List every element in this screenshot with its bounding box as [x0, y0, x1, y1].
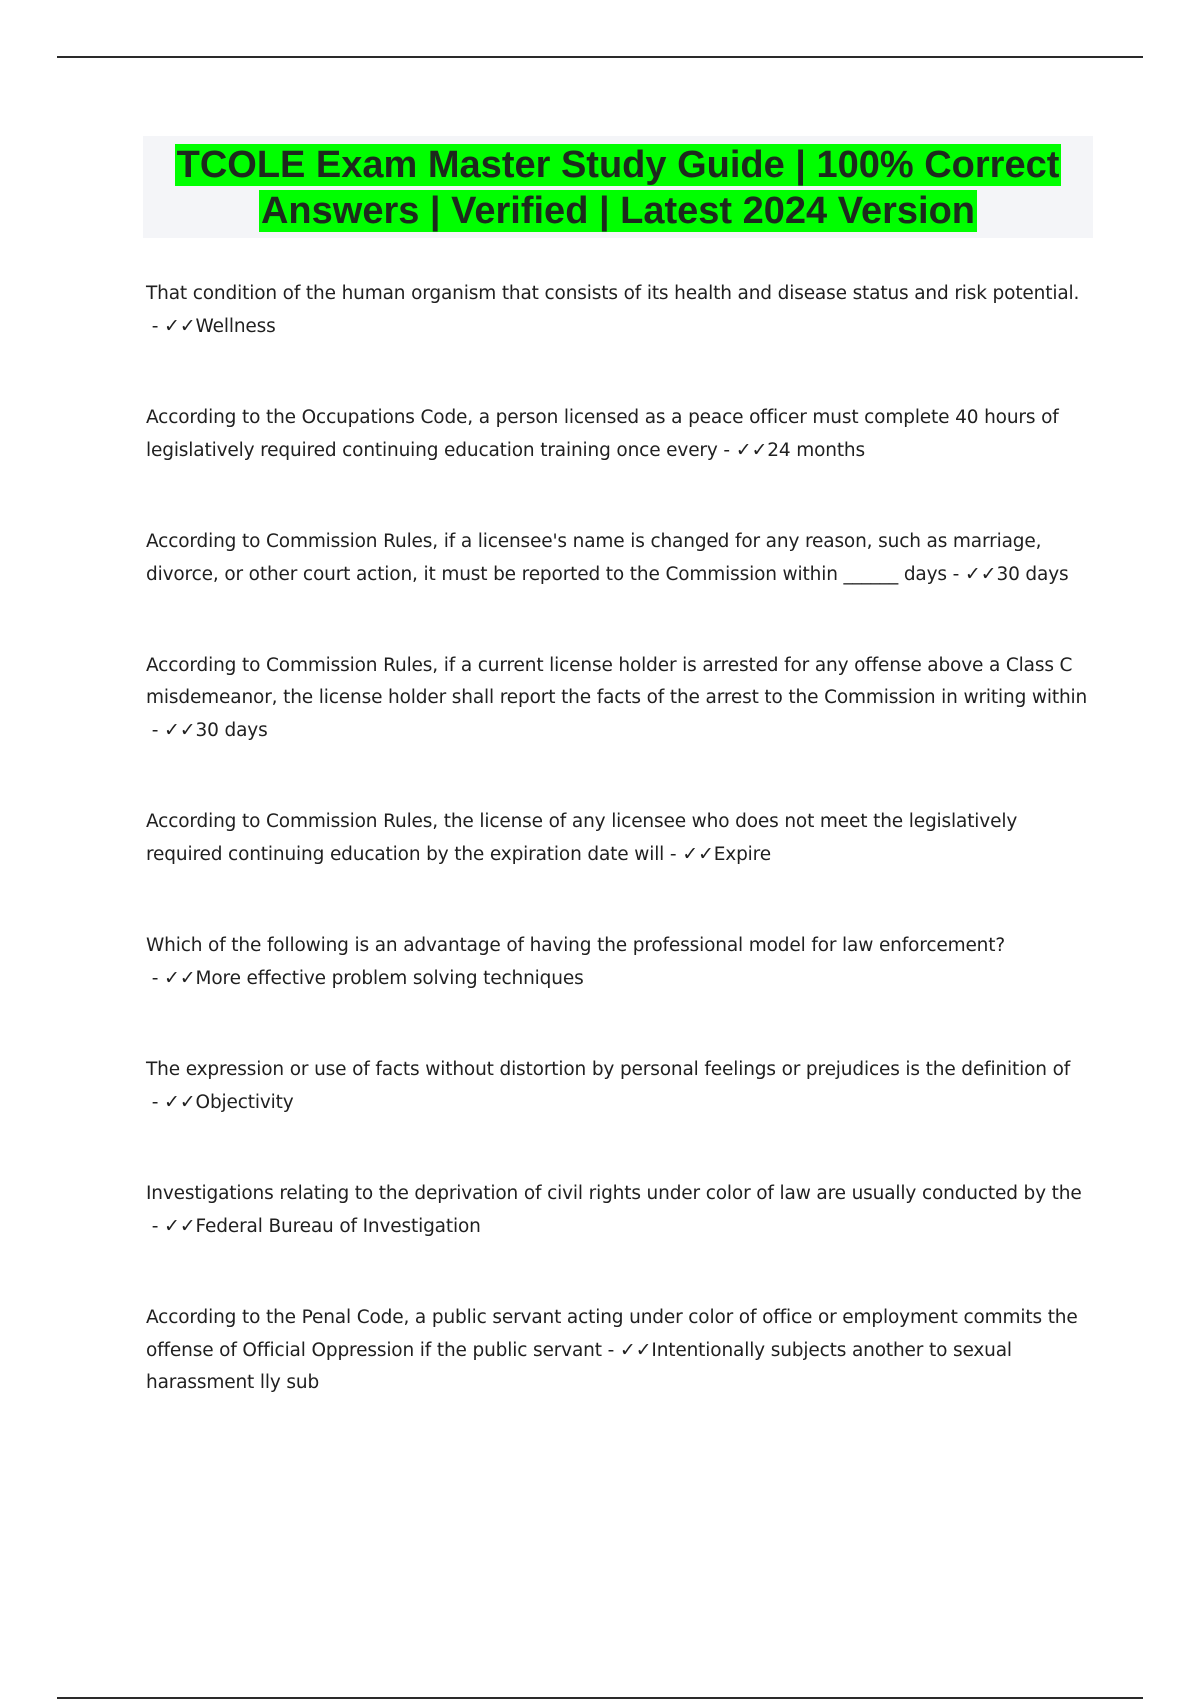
double-check-icon: ✓✓ [619, 1339, 652, 1361]
double-check-icon: ✓✓ [164, 719, 196, 741]
question-answer-list [146, 278, 1096, 1458]
double-check-icon: ✓✓ [164, 1091, 196, 1113]
question-text: According to the Penal Code, a public servant acting under color of office or employment commits the offense of Official Oppression if the public servant [146, 1307, 1078, 1361]
answer-text: Expire [713, 844, 771, 865]
qa-item [146, 1054, 1096, 1119]
question-text: According to Commission Rules, if a licensee's name is changed for any reason, such as marriage, divorce, or other court action, it must be reported to the Commission within ______ days [146, 531, 1042, 585]
question-text: Investigations relating to the deprivation of civil rights under color of law are usually conducted by the [146, 1183, 1082, 1204]
separator: - [146, 1216, 164, 1237]
qa-item [146, 402, 1096, 467]
double-check-icon: ✓✓ [735, 439, 768, 461]
answer-text: Federal Bureau of Investigation [195, 1216, 481, 1237]
question-text: Which of the following is an advantage of having the professional model for law enforcement? [146, 935, 1006, 956]
separator: - [601, 1340, 620, 1361]
qa-item [146, 526, 1096, 591]
title-line-2: Answers | Verified | Latest 2024 Version [260, 190, 976, 232]
top-divider [57, 56, 1143, 58]
answer-text: Intentionally subjects another to sexual harassment lly sub [146, 1340, 1012, 1393]
double-check-icon: ✓✓ [964, 563, 997, 585]
answer-text: 30 days [996, 564, 1069, 585]
question-text: According to the Occupations Code, a person licensed as a peace officer must complete 40 hours of legislatively required continuing education training once every [146, 407, 1059, 461]
qa-item [146, 1302, 1096, 1399]
double-check-icon: ✓✓ [682, 843, 714, 865]
bottom-divider [57, 1697, 1143, 1699]
qa-item [146, 650, 1096, 747]
answer-text: Wellness [195, 316, 276, 337]
double-check-icon: ✓✓ [164, 967, 196, 989]
separator: - [664, 844, 683, 865]
separator: - [146, 720, 164, 741]
qa-item [146, 930, 1096, 995]
document-title [143, 136, 1093, 238]
separator: - [146, 968, 164, 989]
qa-item [146, 1178, 1096, 1243]
title-line-1: TCOLE Exam Master Study Guide | 100% Correct [176, 144, 1060, 186]
separator: - [146, 1092, 164, 1113]
answer-text: Objectivity [195, 1092, 294, 1113]
answer-text: More effective problem solving techniques [195, 968, 584, 989]
separator: - [146, 316, 164, 337]
separator: - [946, 564, 965, 585]
question-text: According to Commission Rules, if a current license holder is arrested for any offense above a Class C misdemeanor, the license holder shall report the facts of the arrest to the Commission in writing within [146, 655, 1088, 708]
answer-text: 30 days [195, 720, 268, 741]
question-text: According to Commission Rules, the license of any licensee who does not meet the legislatively required continuing education by the expiration date will [146, 811, 1018, 865]
question-text: That condition of the human organism that consists of its health and disease status and risk potential. [146, 283, 1080, 304]
question-text: The expression or use of facts without distortion by personal feelings or prejudices is the definition of [146, 1059, 1071, 1080]
double-check-icon: ✓✓ [164, 1215, 196, 1237]
separator: - [717, 440, 736, 461]
qa-item [146, 806, 1096, 871]
answer-text: 24 months [767, 440, 865, 461]
qa-item [146, 278, 1096, 343]
double-check-icon: ✓✓ [164, 315, 196, 337]
